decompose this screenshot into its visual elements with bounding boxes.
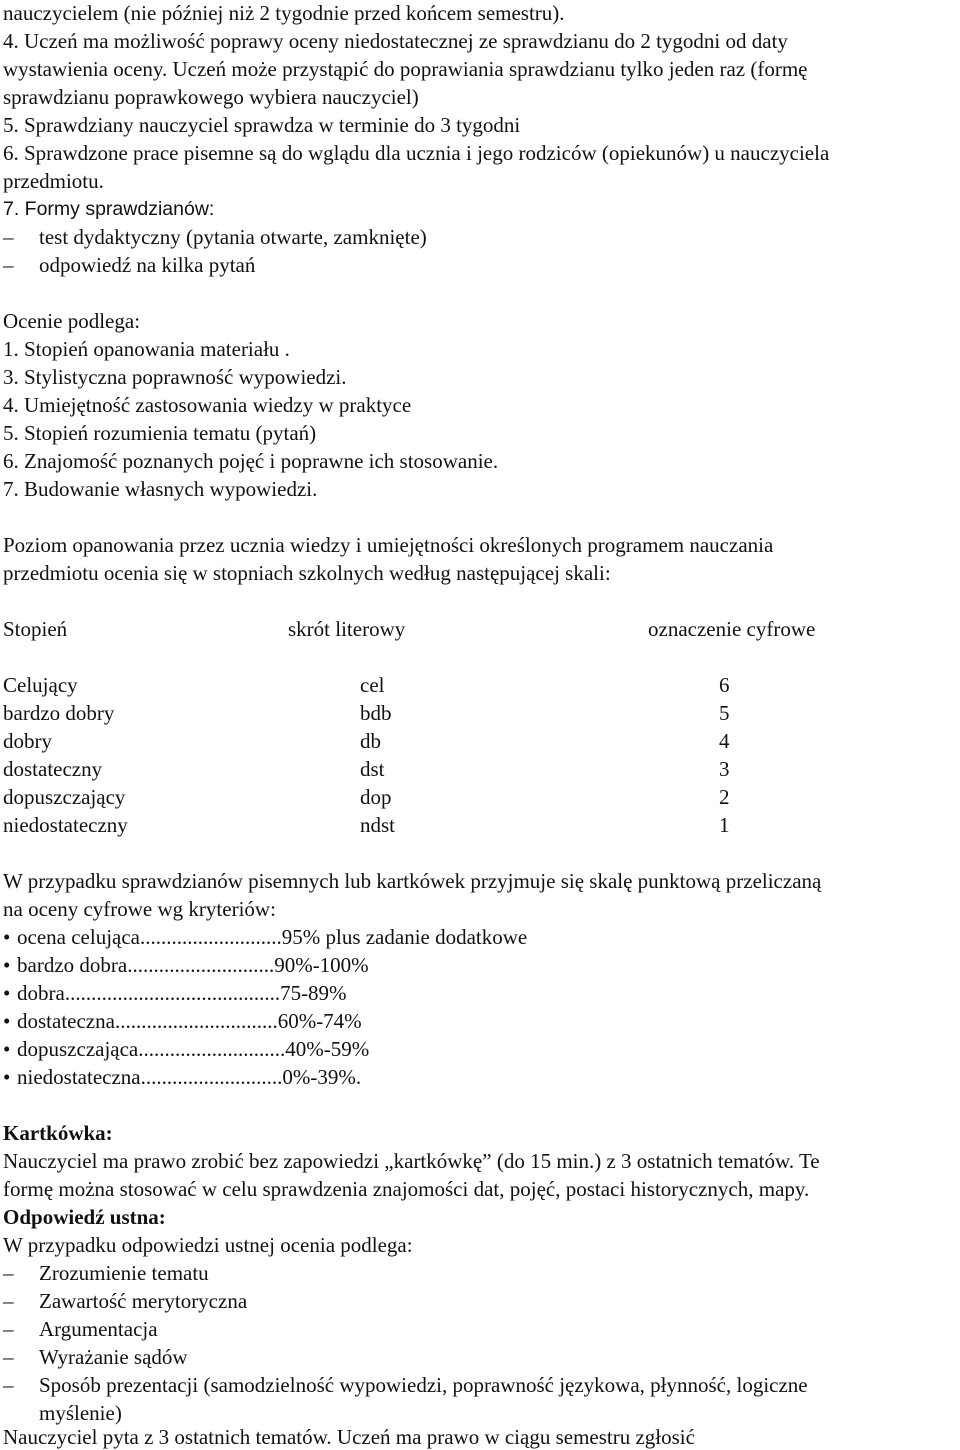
bullet-item-text: bardzo dobra............................90%-100% (17, 953, 369, 977)
list-item: 1. Stopień opanowania materiału . (3, 337, 290, 361)
bullet-marker: • (3, 953, 11, 977)
text-line: wystawienia oceny. Uczeń może przystąpić do poprawiania sprawdzianu tylko jeden raz (formę (3, 57, 808, 81)
text-line: W przypadku odpowiedzi ustnej ocenia podlega: (3, 1233, 413, 1257)
table-cell-abbrev: db (360, 729, 381, 753)
bullet-marker: • (3, 1037, 11, 1061)
dash-item (3, 1344, 188, 1370)
text-line: nauczycielem (nie później niż 2 tygodnie przed końcem semestru). (3, 1, 565, 25)
table-cell-digit: 1 (719, 813, 730, 837)
table-cell-abbrev: dop (360, 785, 392, 809)
table-cell-grade: dopuszczający (3, 785, 126, 809)
dash-marker: – (3, 1345, 14, 1369)
dash-marker: – (3, 1373, 14, 1397)
table-cell-grade: dostateczny (3, 757, 103, 781)
text-line: sprawdzianu poprawkowego wybiera nauczyciel) (3, 85, 419, 109)
table-cell-grade: Celujący (3, 673, 78, 697)
text-line: przedmiotu ocenia się w stopniach szkolnych według następującej skali: (3, 561, 611, 585)
dash-marker: – (3, 1289, 14, 1313)
table-cell-digit: 6 (719, 673, 730, 697)
dash-item-text: odpowiedź na kilka pytań (39, 253, 256, 277)
dash-item-text: Wyrażanie sądów (39, 1345, 188, 1369)
text-line: formę można stosować w celu sprawdzenia znajomości dat, pojęć, postaci historycznych, mapy. (3, 1177, 810, 1201)
list-item: 7. Budowanie własnych wypowiedzi. (3, 477, 318, 501)
bullet-marker: • (3, 1065, 11, 1089)
list-item: 6. Znajomość poznanych pojęć i poprawne ich stosowanie. (3, 449, 499, 473)
bullet-marker: • (3, 981, 11, 1005)
bullet-item (3, 1064, 361, 1090)
table-cell-abbrev: cel (360, 673, 385, 697)
section-heading: Odpowiedź ustna: (3, 1205, 166, 1229)
table-cell-abbrev: bdb (360, 701, 392, 725)
table-header-abbrev: skrót literowy (288, 617, 406, 641)
text-line: 5. Sprawdziany nauczyciel sprawdza w terminie do 3 tygodni (3, 113, 521, 137)
list-item: 4. Umiejętność zastosowania wiedzy w praktyce (3, 393, 412, 417)
table-cell-digit: 3 (719, 757, 730, 781)
table-cell-digit: 2 (719, 785, 730, 809)
bullet-item-text: dopuszczająca............................40%-59% (17, 1037, 370, 1061)
bullet-item-text: dobra.........................................75-89% (17, 981, 347, 1005)
dash-item-text: Zawartość merytoryczna (39, 1289, 248, 1313)
text-line: Nauczyciel pyta z 3 ostatnich tematów. Uczeń ma prawo w ciągu semestru zgłosić (3, 1425, 695, 1449)
bullet-item (3, 980, 347, 1006)
bullet-marker: • (3, 1009, 11, 1033)
text-line: W przypadku sprawdzianów pisemnych lub kartkówek przyjmuje się skalę punktową przeliczaną (3, 869, 822, 893)
dash-item (3, 1316, 158, 1342)
table-cell-grade: niedostateczny (3, 813, 128, 837)
bullet-item (3, 924, 527, 950)
bullet-item (3, 952, 369, 978)
dash-item-text: test dydaktyczny (pytania otwarte, zamknięte) (39, 225, 427, 249)
text-line: 7. Formy sprawdzianów: (3, 198, 215, 220)
dash-marker: – (3, 1317, 14, 1341)
text-line: Nauczyciel ma prawo zrobić bez zapowiedzi „kartkówkę” (do 15 min.) z 3 ostatnich tematów. Te (3, 1149, 820, 1173)
table-cell-digit: 4 (719, 729, 730, 753)
dash-item (3, 1260, 209, 1286)
dash-marker: – (3, 1261, 14, 1285)
table-cell-grade: dobry (3, 729, 52, 753)
bullet-item-text: niedostateczna...........................0%-39%. (17, 1065, 362, 1089)
list-item: 3. Stylistyczna poprawność wypowiedzi. (3, 365, 347, 389)
dash-item (3, 224, 427, 250)
dash-item-text: Zrozumienie tematu (39, 1261, 209, 1285)
table-header-grade: Stopień (3, 617, 68, 641)
text-line: Poziom opanowania przez ucznia wiedzy i umiejętności określonych programem nauczania (3, 533, 774, 557)
table-cell-abbrev: ndst (360, 813, 396, 837)
text-line: przedmiotu. (3, 169, 104, 193)
dash-item-text: Sposób prezentacji (samodzielność wypowiedzi, poprawność językowa, płynność, logiczne (39, 1373, 808, 1397)
dash-item-continuation: myślenie) (39, 1401, 122, 1425)
text-line: 6. Sprawdzone prace pisemne są do wglądu dla ucznia i jego rodziców (opiekunów) u nauczyciela (3, 141, 830, 165)
list-item: 5. Stopień rozumienia tematu (pytań) (3, 421, 317, 445)
dash-item-text: Argumentacja (39, 1317, 158, 1341)
table-header-digit: oznaczenie cyfrowe (648, 617, 816, 641)
dash-item (3, 1288, 247, 1314)
table-cell-digit: 5 (719, 701, 730, 725)
bullet-item (3, 1008, 362, 1034)
section-heading: Ocenie podlega: (3, 309, 141, 333)
bullet-marker: • (3, 925, 11, 949)
text-line: na oceny cyfrowe wg kryteriów: (3, 897, 276, 921)
bullet-item-text: ocena celująca...........................95% plus zadanie dodatkowe (17, 925, 528, 949)
dash-marker: – (3, 225, 14, 249)
section-heading: Kartkówka: (3, 1121, 113, 1145)
text-line: 4. Uczeń ma możliwość poprawy oceny niedostatecznej ze sprawdzianu do 2 tygodni od daty (3, 29, 788, 53)
bullet-item-text: dostateczna...............................60%-74% (17, 1009, 362, 1033)
dash-item (3, 1372, 808, 1398)
bullet-item (3, 1036, 369, 1062)
table-cell-grade: bardzo dobry (3, 701, 115, 725)
dash-marker: – (3, 253, 14, 277)
table-cell-abbrev: dst (360, 757, 385, 781)
dash-item (3, 252, 255, 278)
